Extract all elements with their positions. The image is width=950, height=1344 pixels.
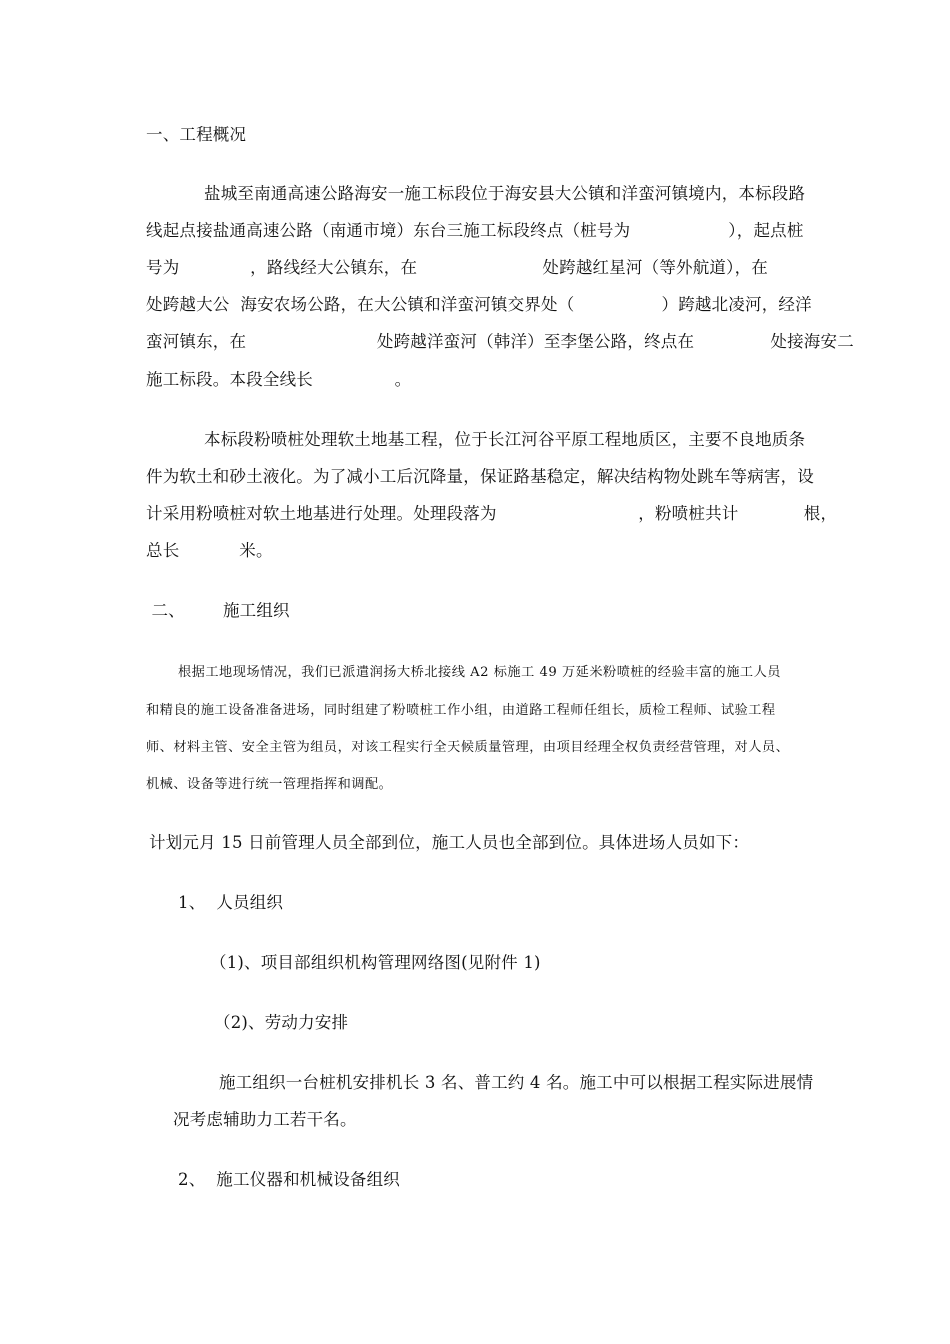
item-equipment-organization: 2、 施工仪器和机械设备组织 [178, 1170, 400, 1189]
labor-paragraph-line: 况考虑辅助力工若干名。 [173, 1110, 357, 1129]
site-situation-paragraph-line: 根据工地现场情况，我们已派遣润扬大桥北接线 A2 标施工 49 万延米粉喷桩的经验丰富的施工人员 [178, 665, 781, 680]
overview-paragraph-line: 盐城至南通高速公路海安一施工标段位于海安县大公镇和洋蛮河镇境内，本标段路 [204, 184, 806, 203]
sub-item-labor-arrangement: （2)、劳动力安排 [214, 1013, 349, 1032]
overview-paragraph-line: 处跨越大公 海安农场公路，在大公镇和洋蛮河镇交界处（ ）跨越北凌河，经洋 [146, 295, 812, 314]
soft-soil-paragraph-line: 总长 米。 [146, 541, 273, 560]
section-heading-project-overview: 一、工程概况 [146, 125, 247, 144]
overview-paragraph-line: 蛮河镇东，在 处跨越洋蛮河（韩洋）至李堡公路，终点在 处接海安二 [146, 332, 854, 351]
section-heading-construction-organization: 二、 施工组织 [146, 601, 290, 620]
overview-paragraph-line: 线起点接盐通高速公路（南通市境）东台三施工标段终点（桩号为 ），起点桩 [146, 221, 804, 240]
site-situation-paragraph-line: 和精良的施工设备准备进场，同时组建了粉喷桩工作小组，由道路工程师任组长，质检工程师、试验工程 [146, 703, 776, 718]
overview-paragraph-line: 施工标段。本段全线长 。 [146, 370, 412, 389]
item-personnel-organization: 1、 人员组织 [178, 893, 284, 912]
soft-soil-paragraph-line: 本标段粉喷桩处理软土地基工程，位于长江河谷平原工程地质区，主要不良地质条 [204, 430, 806, 449]
arrival-plan-text: 计划元月 15 日前管理人员全部到位，施工人员也全部到位。具体进场人员如下： [149, 833, 750, 852]
soft-soil-paragraph-line: 计采用粉喷桩对软土地基进行处理。处理段落为 ，粉喷桩共计 根， [146, 504, 838, 523]
soft-soil-paragraph-line: 件为软土和砂土液化。为了减小工后沉降量，保证路基稳定，解决结构物处跳车等病害，设 [146, 467, 814, 486]
site-situation-paragraph-line: 师、材料主管、安全主管为组员，对该工程实行全天候质量管理，由项目经理全权负责经营管理，对人员、 [146, 740, 790, 755]
site-situation-paragraph-line: 机械、设备等进行统一管理指挥和调配。 [146, 777, 393, 792]
labor-paragraph-line: 施工组织一台桩机安排机长 3 名、普工约 4 名。施工中可以根据工程实际进展情 [219, 1073, 814, 1092]
sub-item-org-chart: （1)、项目部组织机构管理网络图(见附件 1) [210, 953, 541, 972]
overview-paragraph-line: 号为 ，路线经大公镇东，在 处跨越红星河（等外航道），在 [146, 258, 768, 277]
